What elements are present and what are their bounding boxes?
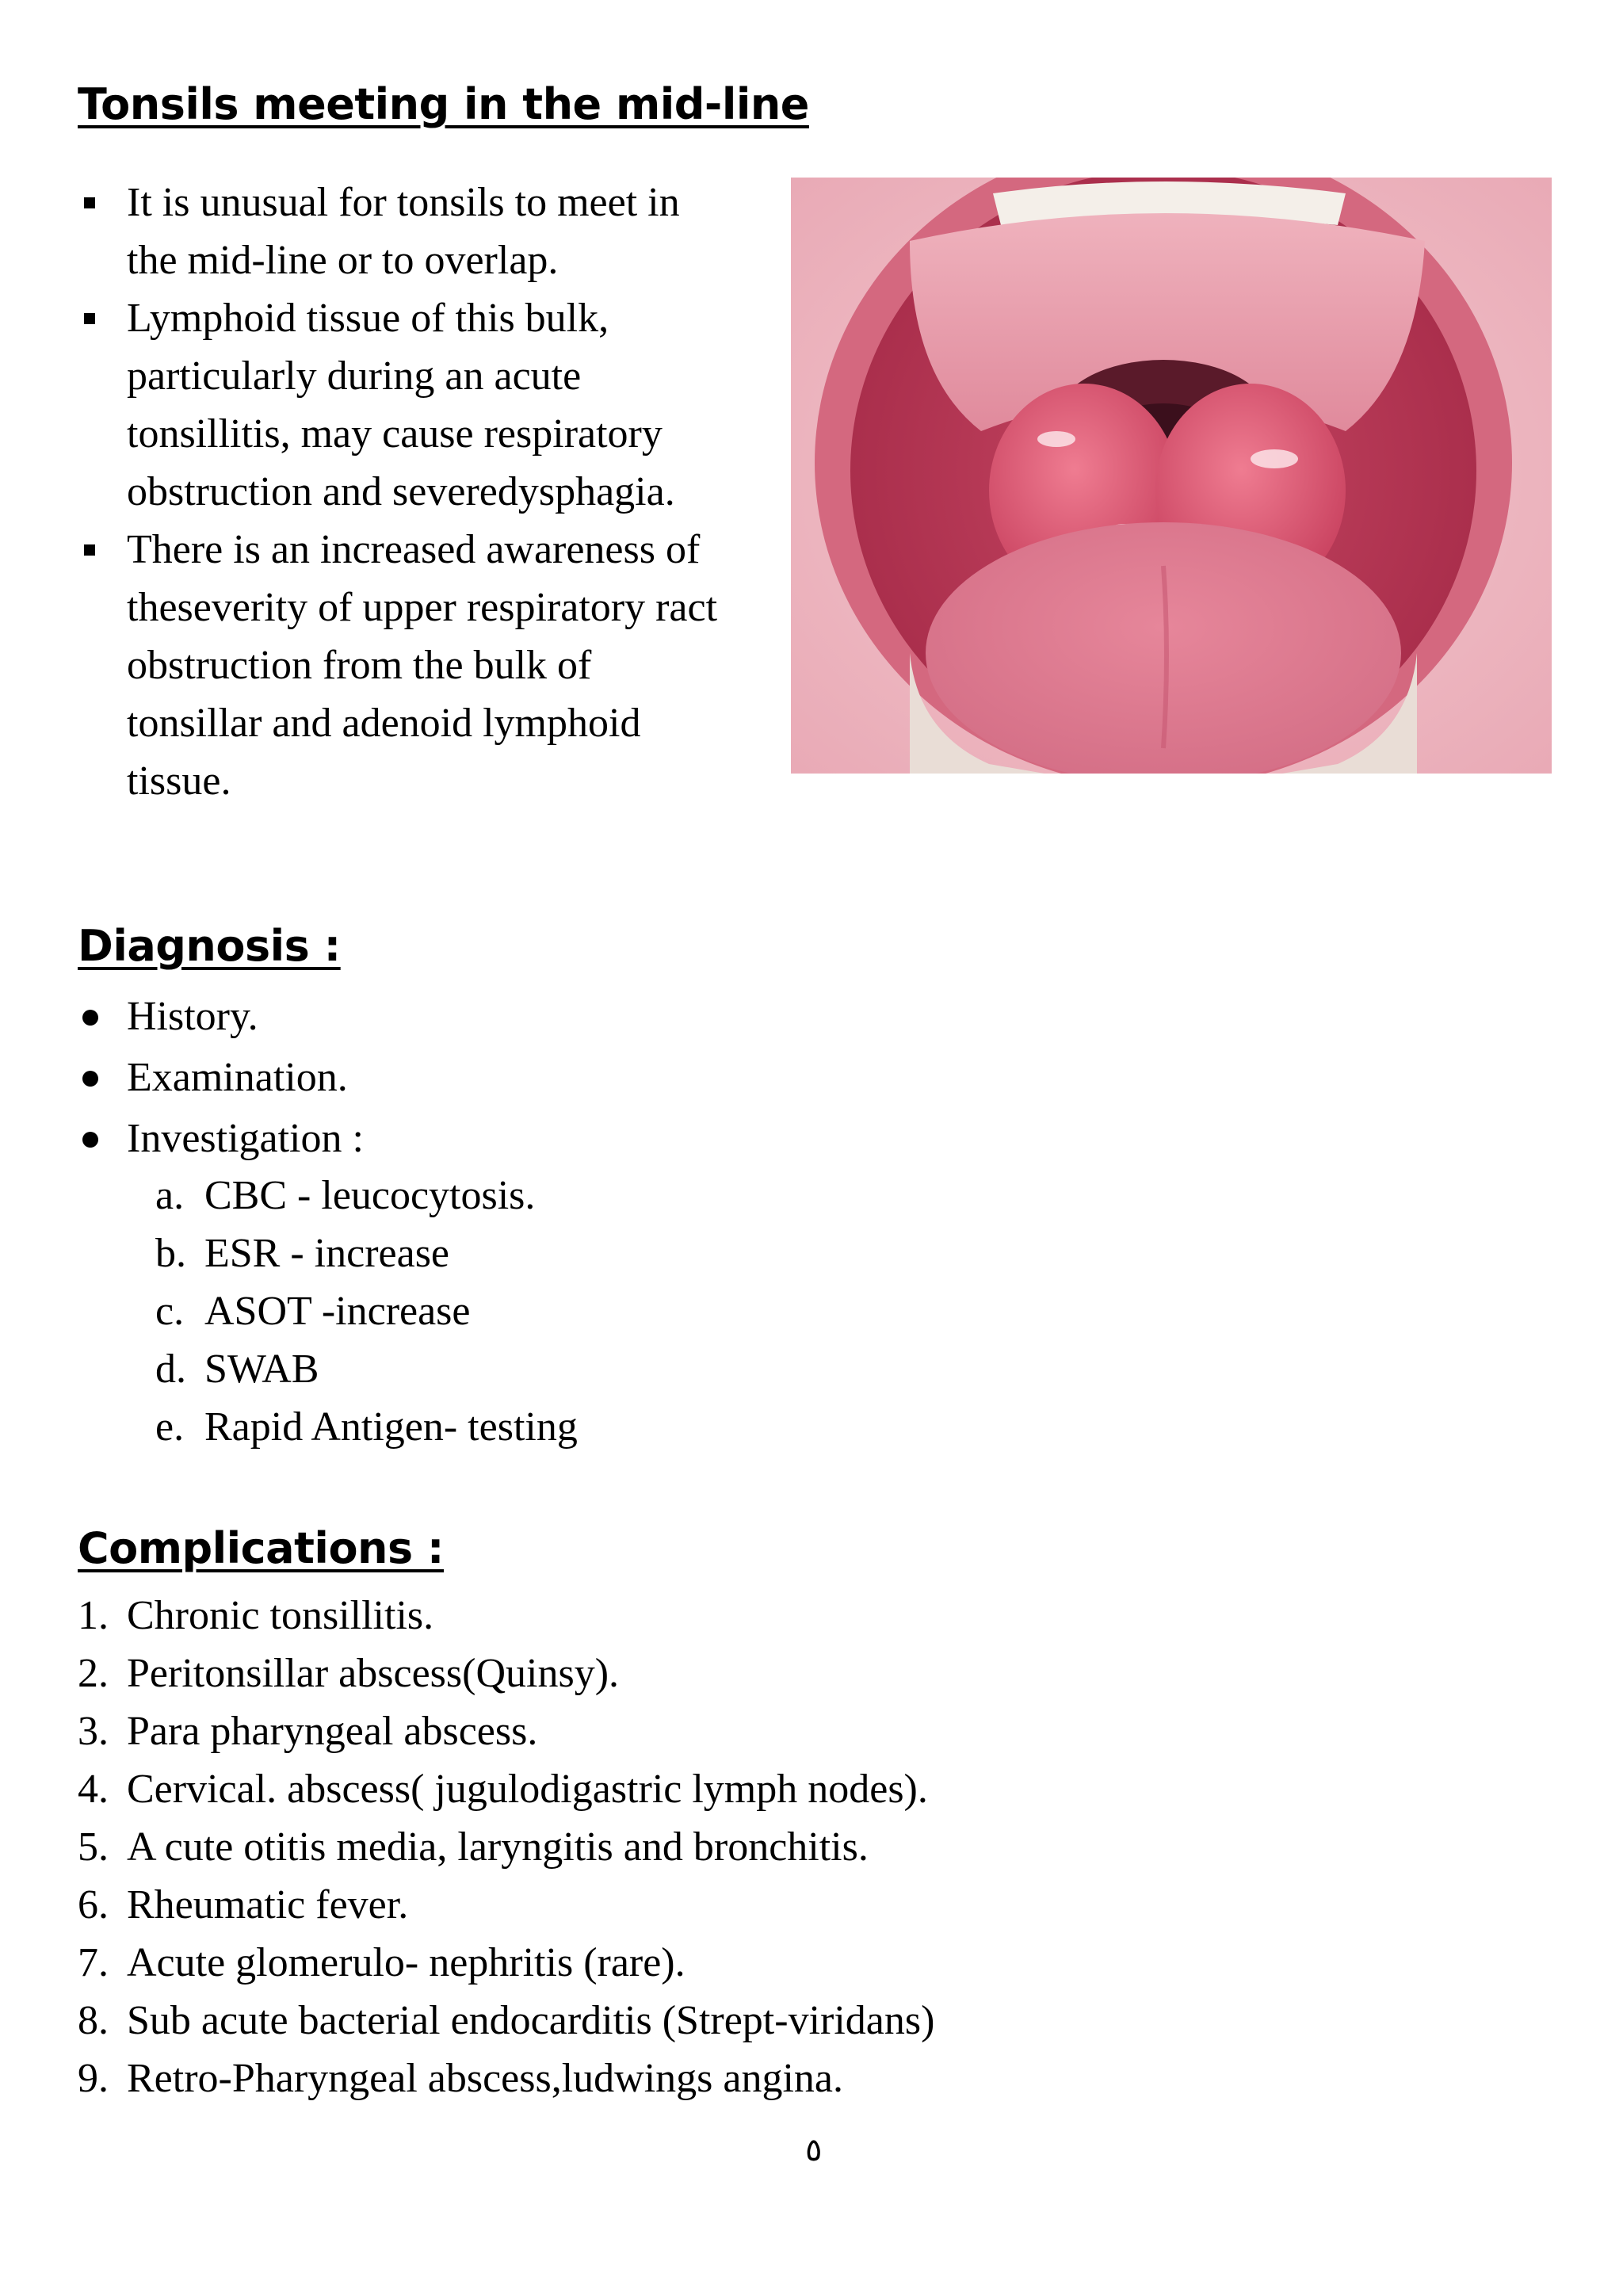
- bullet-line: particularly during an acute: [127, 353, 582, 399]
- bullet-line: obstruction from the bulk of: [127, 643, 592, 688]
- bullet-line: It is unusual for tonsils to meet in: [127, 180, 680, 225]
- investigation-item: ASOT -increase: [204, 1289, 471, 1334]
- diagnosis-list: [78, 986, 364, 1169]
- diagnosis-item: Examination.: [127, 1055, 348, 1100]
- list-item: [78, 986, 364, 1047]
- investigation-item: SWAB: [204, 1347, 319, 1392]
- list-marker: 5.: [78, 1824, 109, 1870]
- list-marker: 1.: [78, 1593, 109, 1638]
- list-item: [155, 1282, 578, 1340]
- list-item: [78, 1587, 934, 1645]
- list-item: [78, 1992, 934, 2050]
- list-item: [78, 521, 775, 810]
- list-item: [155, 1398, 578, 1456]
- complication-item: Acute glomerulo- nephritis (rare).: [127, 1940, 685, 1985]
- diagnosis-item: Investigation :: [127, 1116, 364, 1161]
- investigation-item: Rapid Antigen- testing: [204, 1404, 578, 1450]
- bullet-line: theseverity of upper respiratory ract: [127, 585, 718, 630]
- list-marker: b.: [155, 1231, 186, 1276]
- list-marker: c.: [155, 1289, 185, 1334]
- list-marker: 9.: [78, 2056, 109, 2101]
- list-marker: 4.: [78, 1767, 109, 1812]
- square-bullet-icon: [84, 197, 95, 208]
- round-bullet-icon: [82, 1071, 98, 1087]
- list-item: [155, 1340, 578, 1398]
- list-item: [155, 1224, 578, 1282]
- list-marker: 6.: [78, 1882, 109, 1927]
- complication-item: A cute otitis media, laryngitis and bronchitis.: [127, 1824, 869, 1870]
- list-item: [78, 1702, 934, 1760]
- complication-item: Cervical. abscess( jugulodigastric lymph nodes).: [127, 1767, 928, 1812]
- list-item: [78, 1818, 934, 1876]
- complication-item: Retro-Pharyngeal abscess,ludwings angina.: [127, 2056, 844, 2101]
- investigation-list: [155, 1167, 578, 1456]
- section-heading-complications: Complications :: [78, 1523, 445, 1573]
- complications-list: [78, 1587, 934, 2107]
- square-bullet-icon: [84, 313, 95, 324]
- complication-item: Chronic tonsillitis.: [127, 1593, 434, 1638]
- complication-item: Para pharyngeal abscess.: [127, 1709, 538, 1754]
- section-heading-diagnosis: Diagnosis :: [78, 921, 341, 971]
- list-item: [78, 1934, 934, 1992]
- bullet-line: tonsillar and adenoid lymphoid: [127, 701, 641, 746]
- round-bullet-icon: [82, 1010, 98, 1026]
- round-bullet-icon: [82, 1132, 98, 1148]
- list-item: [78, 174, 775, 289]
- list-item: [78, 1047, 364, 1108]
- investigation-item: CBC - leucocytosis.: [204, 1173, 536, 1218]
- list-marker: 2.: [78, 1651, 109, 1696]
- tonsils-bullet-list: [78, 174, 775, 810]
- list-item: [78, 1760, 934, 1818]
- list-item: [78, 2050, 934, 2107]
- list-marker: 3.: [78, 1709, 109, 1754]
- list-item: [78, 1645, 934, 1702]
- list-marker: 8.: [78, 1998, 109, 2043]
- throat-photo: [791, 178, 1552, 774]
- list-marker: a.: [155, 1173, 185, 1218]
- complication-item: Sub acute bacterial endocarditis (Strept-viridans): [127, 1998, 935, 2043]
- list-item: [155, 1167, 578, 1224]
- bullet-line: tonsillitis, may cause respiratory: [127, 411, 663, 457]
- bullet-line: obstruction and severedysphagia.: [127, 469, 675, 514]
- list-item: [78, 1876, 934, 1934]
- investigation-item: ESR - increase: [204, 1231, 450, 1276]
- complication-item: Peritonsillar abscess(Quinsy).: [127, 1651, 620, 1696]
- bullet-line: tissue.: [127, 758, 231, 804]
- bullet-line: Lymphoid tissue of this bulk,: [127, 296, 609, 341]
- bullet-line: the mid-line or to overlap.: [127, 238, 559, 283]
- bullet-line: There is an increased awareness of: [127, 527, 701, 572]
- list-marker: 7.: [78, 1940, 109, 1985]
- page-number: ٥: [805, 2132, 823, 2168]
- complication-item: Rheumatic fever.: [127, 1882, 409, 1927]
- list-marker: d.: [155, 1347, 186, 1392]
- list-marker: e.: [155, 1404, 185, 1450]
- list-item: [78, 1108, 364, 1169]
- diagnosis-item: History.: [127, 994, 258, 1039]
- list-item: [78, 289, 775, 521]
- square-bullet-icon: [84, 544, 95, 556]
- section-heading-tonsils: Tonsils meeting in the mid-line: [78, 79, 809, 129]
